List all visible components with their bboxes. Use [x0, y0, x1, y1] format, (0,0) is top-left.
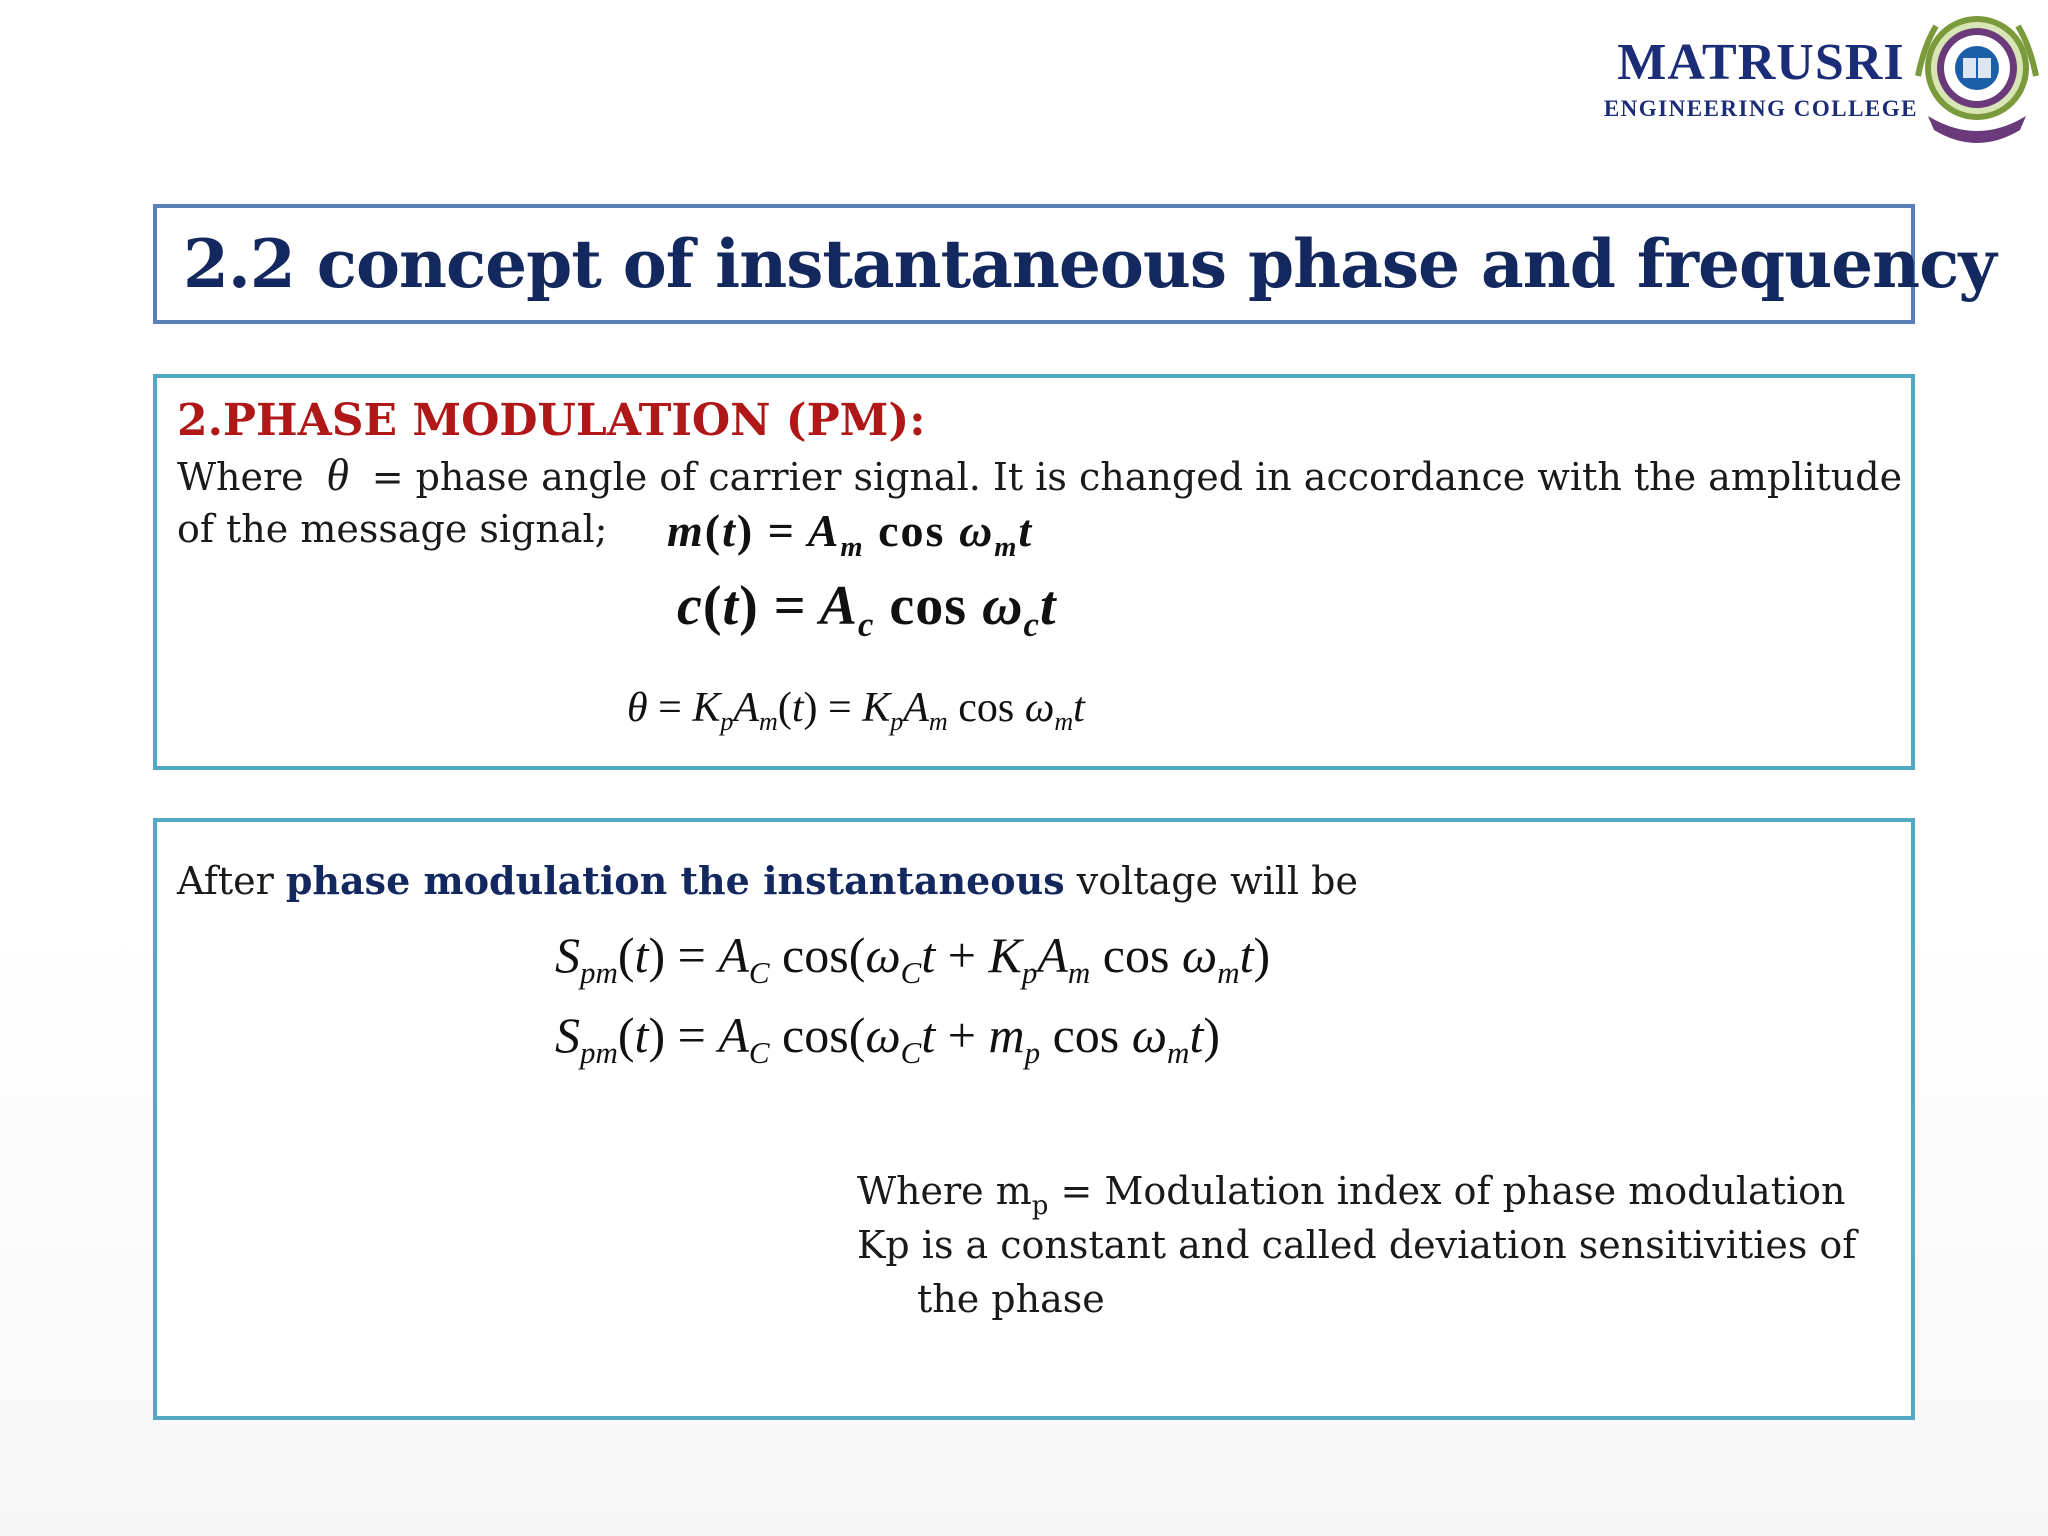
note-where-prefix: Where m [857, 1169, 1032, 1213]
note-kp-line2: the phase [917, 1277, 1105, 1321]
note-kp-line1: Kp is a constant and called deviation sensitivities of [857, 1223, 1857, 1267]
equation-spm-kp: $S_{pm}(t) = A_C$ $\cos(\omega_Ct + K_pA_m$ $\cos \omega_mt$) [555, 927, 1271, 990]
college-name: MATRUSRI [1617, 34, 1905, 91]
after-pm-line [177, 854, 1358, 908]
equation-spm-mp: $S_{pm}(t) = A_C$ $\cos(\omega_Ct + m_p$ $\cos \omega_mt$) [555, 1007, 1220, 1070]
equation-carrier-signal: $c(t) = A_c$ $\cos \omega_ct$ [677, 575, 1057, 645]
slide-title: 2.2 concept of instantaneous phase and frequency [183, 225, 1996, 303]
college-subtitle: ENGINEERING COLLEGE [1603, 96, 1918, 121]
instantaneous-voltage-box [153, 818, 1915, 1420]
after-suffix: voltage will be [1076, 859, 1358, 903]
theta-symbol: θ [326, 449, 349, 500]
equation-theta: $\theta = K_pA_m(t) = K_pA_m$ $\cos \omega_mt$ [627, 685, 1085, 737]
after-bold-text: phase modulation the instantaneous [285, 858, 1065, 903]
college-logo-text [1604, 32, 1918, 124]
equation-message-signal: $m(t) = A_m$ $\cos \omega_mt$ [667, 505, 1034, 563]
college-emblem-icon [1914, 6, 2040, 144]
where-label: Where [177, 455, 304, 499]
where-line [177, 448, 1902, 504]
note-where-suffix: = Modulation index of phase modulation [1048, 1169, 1846, 1213]
note-where-sub: p [1031, 1191, 1049, 1221]
where-text: = phase angle of carrier signal. It is changed in accordance with the amplitude [371, 455, 1903, 499]
pm-heading: 2.PHASE MODULATION (PM): [177, 395, 926, 446]
phase-modulation-box [153, 374, 1915, 770]
of-message-signal-text: of the message signal; [177, 507, 608, 551]
after-prefix: After [177, 859, 274, 903]
title-box [153, 204, 1996, 324]
